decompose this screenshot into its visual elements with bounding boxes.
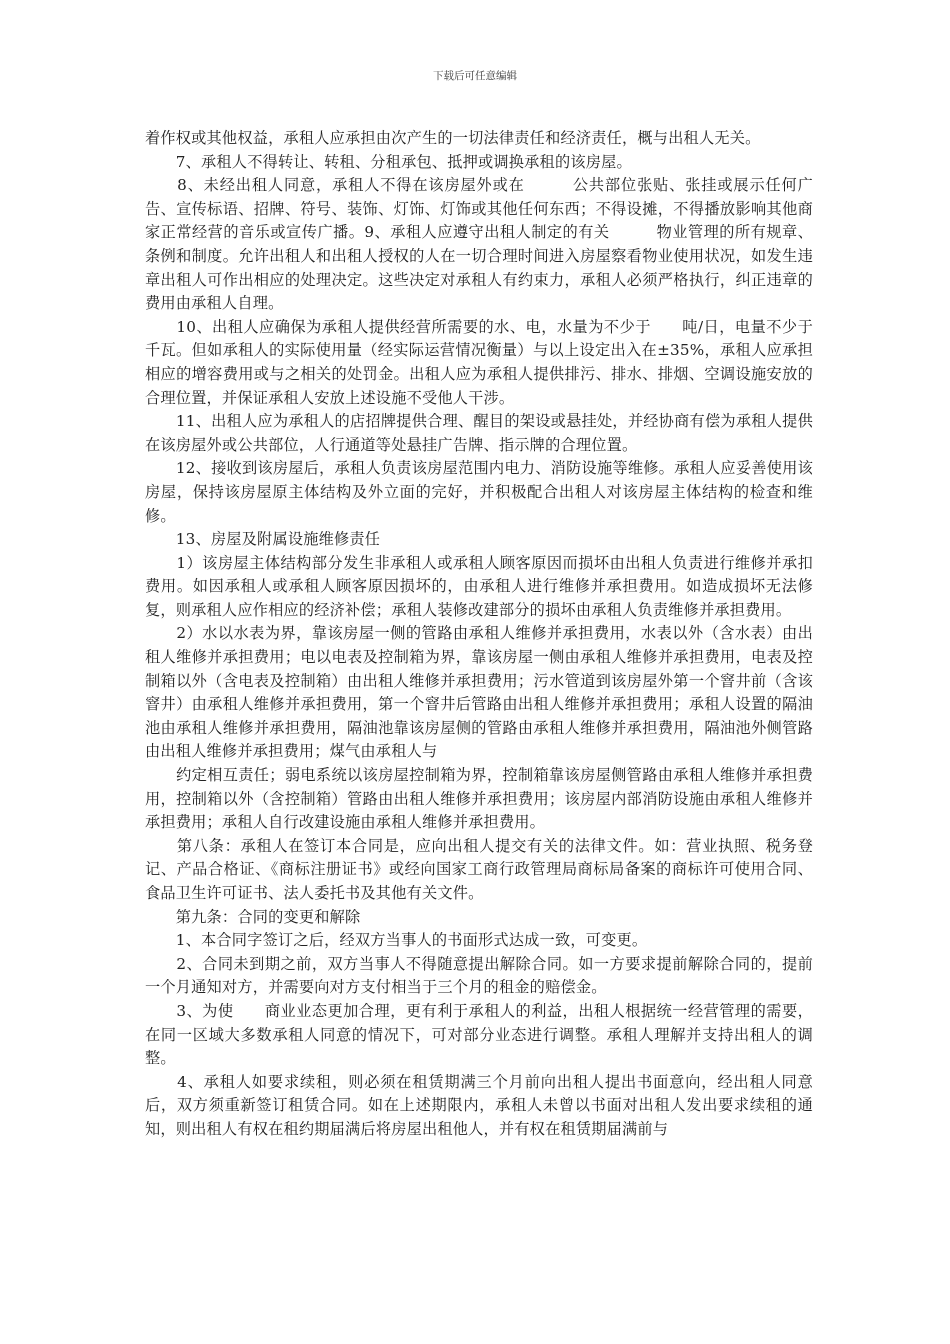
page-header: 下载后可任意编辑 [433,70,517,82]
document-body [145,127,844,1142]
paragraph: 约定相互责任；弱电系统以该房屋控制箱为界，控制箱靠该房屋侧管路由承租人维修并承担费用，控制箱以外（含控制箱）管路由出租人维修并承担费用；该房屋内部消防设施由承租人维修并承担费用；承租人自行改建设施由承租人维修并承担费用。 [145,766,813,832]
paragraph: 4、承租人如要求续租，则必须在租赁期满三个月前向出租人提出书面意向，经出租人同意后，双方须重新签订租赁合同。如在上述期限内，承租人未曾以书面对出租人发出要求续租的通知，则出租人有权在租约期届满后将房屋出租他人，并有权在租赁期届满前与 [145,1072,813,1138]
paragraph: 第九条：合同的变更和解除 [145,907,361,926]
paragraph: 着作权或其他权益，承租人应承担由次产生的一切法律责任和经济责任，概与出租人无关。 [145,129,761,147]
paragraph: 7、承租人不得转让、转租、分租承包、抵押或调换承租的该房屋。 [145,152,632,171]
paragraph: 13、房屋及附属设施维修责任 [145,530,381,549]
paragraph: 3、为使 商业业态更加合理，更有利于承租人的利益，出租人根据统一经营管理的需要，在同一区域大多数承租人同意的情况下，可对部分业态进行调整。承租人理解并支持出租人的调整。 [145,1001,813,1068]
paragraph: 1、本合同字签订之后，经双方当事人的书面形式达成一致，可变更。 [145,931,648,950]
paragraph: 2、合同未到期之前，双方当事人不得随意提出解除合同。如一方要求提前解除合同的，提前一个月通知对方，并需要向对方支付相当于三个月的租金的赔偿金。 [145,954,813,997]
paragraph: 10、出租人应确保为承租人提供经营所需要的水、电，水量为不少于 吨/日，电量不少于 千瓦。但如承租人的实际使用量（经实际运营情况衡量）与以上设定出入在±35%，承租人应承担相应的增容费用或与之相关的处罚金。出租人应为承租人提供排污、排水、排烟、空调设施安放的合理位置，并保证承租人安放上述设施不受他人干涉。 [145,317,844,407]
paragraph: 1）该房屋主体结构部分发生非承租人或承租人顾客原因而损坏由出租人负责进行维修并承扣费用。如因承租人或承租人顾客原因损坏的，由承租人进行维修并承担费用。如造成损坏无法修复，则承租人应作相应的经济补偿；承租人装修改建部分的损坏由承租人负责维修并承担费用。 [145,553,813,619]
paragraph: 11、出租人应为承租人的店招牌提供合理、醒目的架设或悬挂处，并经协商有偿为承租人提供在该房屋外或公共部位，人行通道等处悬挂广告牌、指示牌的合理位置。 [145,412,813,454]
paragraph: 第八条：承租人在签订本合同是，应向出租人提交有关的法律文件。如：营业执照、税务登记、产品合格证、《商标注册证书》或经向国家工商行政管理局商标局备案的商标许可使用合同、食品卫生许可证书、法人委托书及其他有关文件。 [145,836,813,902]
paragraph: 2）水以水表为界，靠该房屋一侧的管路由承租人维修并承担费用，水表以外（含水表）由出租人维修并承担费用；电以电表及控制箱为界，靠该房屋一侧由承租人维修并承担费用，电表及控制箱以外（含电表及控制箱）由出租人维修并承担费用；污水管道到该房屋外第一个窨井前（含该窨井）由承租人维修并承担费用，第一个窨井后管路由出租人维修并承担费用；承租人设置的隔油池由承租人维修并承担费用，隔油池靠该房屋侧的管路由承租人维修并承担费用，隔油池外侧管路由出租人维修并承担费用；煤气由承租人与 [145,624,813,761]
paragraph: 8、未经出租人同意，承租人不得在该房屋外或在 公共部位张贴、张挂或展示任何广告、宣传标语、招牌、符号、装饰、灯饰、灯饰或其他任何东西；不得设摊，不得播放影响其他商家正常经营的音乐或宣传广播。9、承租人应遵守出租人制定的有关 物业管理的所有规章、条例和制度。允许出租人和出租人授权的人在一切合理时间进入房屋察看物业使用状况，如发生违章出租人可作出相应的处理决定。这些决定对承租人有约束力，承租人必须严格执行，纠正违章的费用由承租人自理。 [145,176,813,313]
paragraph: 12、接收到该房屋后，承租人负责该房屋范围内电力、消防设施等维修。承租人应妥善使用该房屋，保持该房屋原主体结构及外立面的完好，并积极配合出租人对该房屋主体结构的检查和维修。 [145,459,813,525]
